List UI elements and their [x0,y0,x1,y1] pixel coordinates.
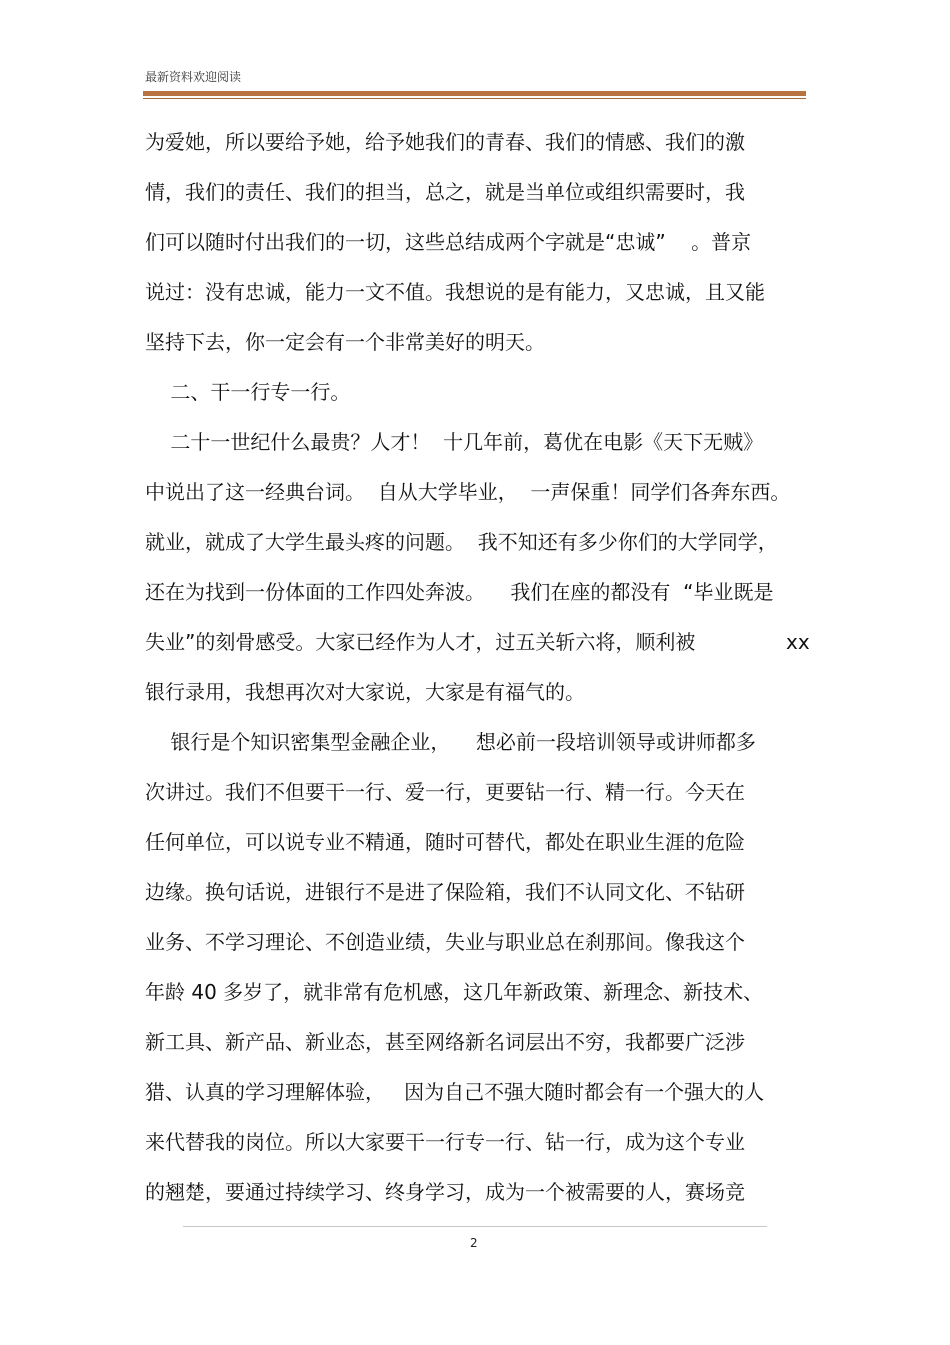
text-line: 次讲过。我们不但要干一行、爱一行，更要钻一行、精一行。今天在 [145,780,745,804]
text-line: 来代替我的岗位。所以大家要干一行专一行、钻一行，成为这个专业 [145,1130,745,1154]
text-line: 坚持下去，你一定会有一个非常美好的明天。 [145,330,545,354]
text-line: 为爱她，所以要给予她，给予她我们的青春、我们的情感、我们的激 [145,130,745,154]
text-line: 就业，就成了大学生最头疼的问题。 我不知还有多少你们的大学同学， [145,530,778,554]
page-number: 2 [470,1236,478,1250]
text-line: 银行录用，我想再次对大家说，大家是有福气的。 [145,680,585,704]
text-line: 边缘。换句话说，进银行不是进了保险箱，我们不认同文化、不钻研 [145,880,745,904]
text-line: 猎、认真的学习理解体验， 因为自己不强大随时都会有一个强大的人 [145,1080,765,1104]
footer-rule [183,1226,767,1227]
text-line: 二十一世纪什么最贵？人才！ 十几年前，葛优在电影《天下无贼》 [145,430,764,454]
text-line: 说过：没有忠诚，能力一文不值。我想说的是有能力，又忠诚，且又能 [145,280,765,304]
text-line: 业务、不学习理论、不创造业绩，失业与职业总在刹那间。像我这个 [145,930,745,954]
text-line-suffix: xx [786,630,810,654]
text-line: 的翘楚，要通过持续学习、终身学习，成为一个被需要的人，赛场竞 [145,1180,745,1204]
header-rule-thin [143,98,806,99]
text-line: 年龄 40 多岁了，就非常有危机感，这几年新政策、新理念、新技术、 [145,980,764,1004]
text-line: 任何单位，可以说专业不精通，随时可替代，都处在职业生涯的危险 [145,830,745,854]
text-line: 中说出了这一经典台词。 自从大学毕业， 一声保重！同学们各奔东西。 [145,480,791,504]
text-line: 情，我们的责任、我们的担当，总之，就是当单位或组织需要时，我 [145,180,745,204]
text-line: 失业”的刻骨感受。大家已经作为人才，过五关斩六将，顺利被 [145,630,696,654]
section-heading: 二、干一行专一行。 [145,380,351,404]
text-line: 银行是个知识密集型金融企业， 想必前一段培训领导或讲师都多 [145,730,756,754]
text-line: 还在为找到一份体面的工作四处奔波。 我们在座的都没有 “毕业既是 [145,580,774,604]
page-header: 最新资料欢迎阅读 [145,70,242,84]
header-rule-thick [143,91,806,96]
text-line: 们可以随时付出我们的一切，这些总结成两个字就是“忠诚” 。普京 [145,230,752,254]
text-line: 新工具、新产品、新业态，甚至网络新名词层出不穷，我都要广泛涉 [145,1030,745,1054]
